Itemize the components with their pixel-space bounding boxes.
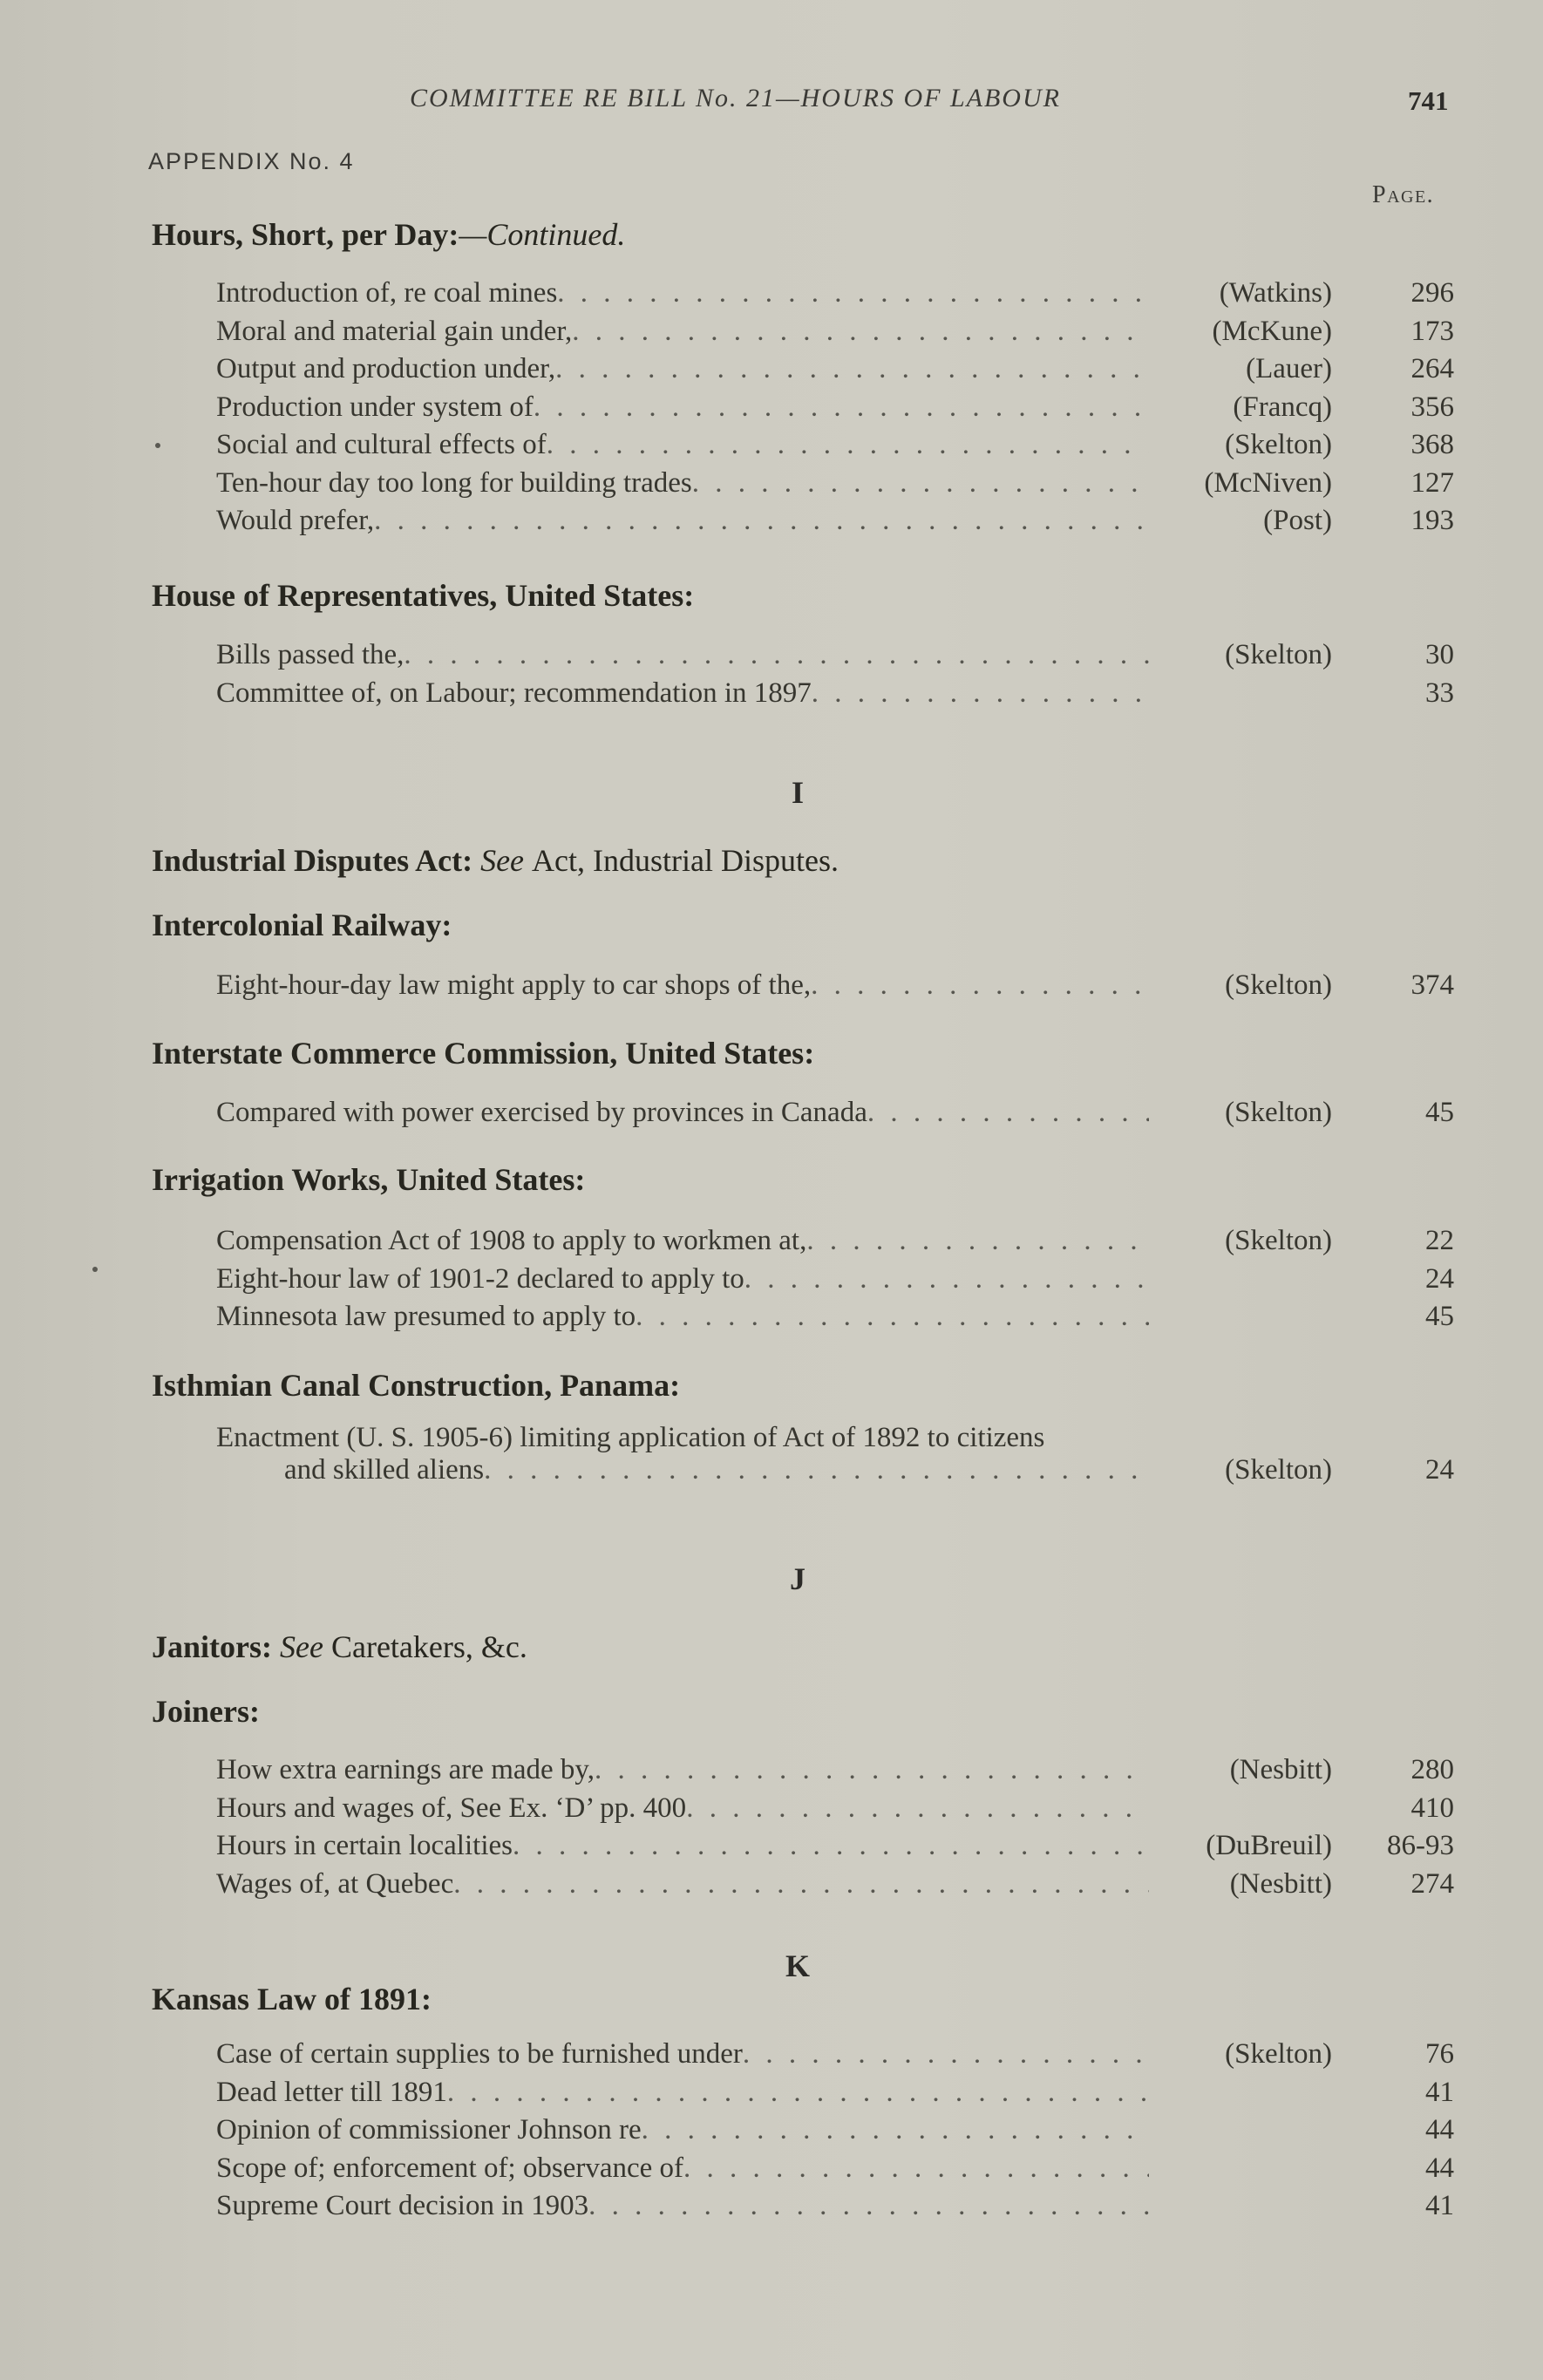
running-head: COMMITTEE RE BILL No. 21—HOURS OF LABOUR [410,84,1061,112]
entry-text: Hours in certain localities [216,1830,513,1861]
entry-witness: (Skelton) [1225,2038,1332,2070]
entry-page: 44 [1425,2114,1454,2145]
entry-text: Hours and wages of, See Ex. ‘D’ pp. 400 [216,1792,687,1824]
entry-witness: (Skelton) [1225,1454,1332,1486]
entry-text: Bills passed the, [216,639,404,670]
entry-text: Ten-hour day too long for building trades [216,466,692,499]
index-entry [216,1263,1454,1295]
entry-text-continued: and skilled aliens [284,1454,485,1486]
index-entry [216,429,1454,461]
entry-line [216,2077,1454,2109]
entry-line [216,277,1454,309]
entry-page: 296 [1410,277,1454,309]
entry-page: 24 [1425,1262,1454,1295]
entry-witness: (McNiven) [1204,466,1332,499]
index-entry [216,969,1454,1002]
entry-line [216,639,1454,671]
entry-page: 264 [1410,353,1454,384]
index-entry [216,1830,1454,1862]
entry-text: Compensation Act of 1908 to apply to workmen at, [216,1225,807,1256]
index-entry [216,1868,1454,1901]
entry-witness: (Watkins) [1219,277,1332,309]
heading-title: Joiners: [152,1694,260,1729]
index-entry [216,277,1454,309]
entry-page: 41 [1425,2190,1454,2221]
entry-page: 76 [1425,2038,1454,2070]
entry-line [216,1263,1454,1295]
dot-leader [484,1454,1149,1486]
index-entry [216,1301,1454,1333]
entry-witness: (Lauer) [1246,353,1332,384]
entry-page: 33 [1425,677,1454,709]
entry-text: Moral and material gain under, [216,315,573,347]
entry-line [216,316,1454,348]
index-entry [216,2152,1454,2185]
index-heading [152,1629,527,1665]
entry-witness: (Skelton) [1225,1225,1332,1256]
entry-text: Scope of; enforcement of; observance of [216,2152,684,2184]
print-speck [92,1267,98,1272]
entry-witness: (Nesbitt) [1229,1867,1332,1900]
index-heading [152,842,839,879]
entry-page: 22 [1425,1225,1454,1256]
entry-line [216,1754,1454,1786]
index-entry [216,391,1454,424]
index-entry [216,1754,1454,1786]
entry-text: Case of certain supplies to be furnished under [216,2038,743,2070]
entry-witness: (McKune) [1212,315,1332,347]
entry-text: Dead letter till 1891 [216,2076,447,2108]
appendix-label: APPENDIX No. 4 [148,148,355,174]
index-entry [216,1422,1454,1486]
dot-leader [595,1754,1149,1786]
dot-leader [642,2114,1149,2146]
dot-leader [374,505,1149,537]
entry-text: Wages of, at Quebec [216,1867,454,1900]
dot-leader [557,277,1149,309]
dot-leader [812,677,1149,710]
entry-page: 30 [1425,639,1454,670]
dot-leader [743,2038,1149,2071]
index-heading [152,577,694,614]
section-letter: I [791,775,804,810]
entry-page: 356 [1410,391,1454,423]
entry-text: Social and cultural effects of [216,429,547,460]
dot-leader [453,1868,1149,1901]
entry-line [216,429,1454,461]
entry-page: 41 [1425,2076,1454,2108]
entry-witness: (Skelton) [1225,969,1332,1001]
entry-line [216,2114,1454,2146]
entry-page: 173 [1410,315,1454,347]
entry-line [216,2152,1454,2185]
index-entry [216,467,1454,500]
entry-page: 86-93 [1387,1830,1454,1861]
entry-text: Supreme Court decision in 1903 [216,2190,589,2221]
dot-leader [636,1301,1149,1333]
heading-title: Janitors: [152,1629,272,1664]
entry-page: 44 [1425,2152,1454,2184]
dot-leader [811,969,1149,1002]
entry-text: Output and production under, [216,353,556,384]
entry-page: 274 [1410,1867,1454,1900]
entry-line [216,353,1454,385]
entry-line [216,2038,1454,2071]
dot-leader [806,1225,1149,1257]
index-entry [216,2114,1454,2146]
page-number: 741 [1408,85,1449,116]
entry-text: Compared with power exercised by provinces in Canada [216,1097,867,1128]
heading-title: Irrigation Works, United States: [152,1162,586,1197]
index-heading [152,1035,814,1071]
entry-text: Production under system of [216,391,534,423]
index-entry [216,505,1454,537]
entry-witness: (Skelton) [1225,1097,1332,1128]
index-entry [216,2190,1454,2222]
see-reference-word: See [480,843,525,878]
heading-title: House of Representatives, United States: [152,578,695,613]
entry-page: 368 [1410,429,1454,460]
index-entry [216,353,1454,385]
entry-text: Committee of, on Labour; recommendation in 1897 [216,677,812,709]
entry-text: Opinion of commissioner Johnson re [216,2114,642,2145]
dot-leader [692,467,1149,500]
index-heading [152,216,625,253]
dot-leader [513,1830,1149,1862]
entry-text: How extra earnings are made by, [216,1754,595,1785]
entry-text: Introduction of, re coal mines [216,277,558,309]
dot-leader [447,2077,1149,2109]
entry-line [216,1422,1454,1454]
index-heading [152,1981,432,2017]
index-heading [152,907,452,943]
section-letter: J [790,1561,805,1596]
entry-text: Eight-hour-day law might apply to car shops of the, [216,969,812,1001]
dot-leader [404,639,1149,671]
entry-page: 193 [1410,505,1454,536]
section-letter: K [785,1948,810,1983]
entry-text: Enactment (U. S. 1905-6) limiting application of Act of 1892 to citizens [216,1422,1045,1453]
see-reference-word: See [280,1629,323,1664]
entry-line [216,1454,1454,1486]
entry-page: 45 [1425,1301,1454,1332]
entry-line [216,677,1454,710]
see-reference-target: Act, Industrial Disputes. [532,843,839,878]
dot-leader [588,2190,1149,2222]
dot-leader [867,1097,1149,1129]
entry-line [216,391,1454,424]
see-reference-target: Caretakers, &c. [330,1629,527,1664]
entry-page: 280 [1410,1754,1454,1785]
heading-continued: —Continued. [459,217,626,252]
entry-text: Minnesota law presumed to apply to [216,1301,636,1332]
dot-leader [686,1792,1149,1825]
index-entry [216,639,1454,671]
page-column-label: Page. [1372,181,1435,208]
entry-witness: (DuBreuil) [1206,1830,1332,1861]
dot-leader [744,1263,1149,1295]
index-heading [152,1367,680,1404]
entry-witness: (Skelton) [1225,429,1332,460]
entry-witness: (Nesbitt) [1229,1754,1332,1785]
entry-line [216,969,1454,1002]
dot-leader [683,2152,1149,2185]
index-entry [216,1097,1454,1129]
heading-title: Kansas Law of 1891: [152,1982,432,2016]
entry-witness: (Post) [1263,505,1332,536]
index-entry [216,2038,1454,2071]
entry-page: 127 [1410,466,1454,499]
index-entry [216,1792,1454,1825]
index-entry [216,2077,1454,2109]
entry-line [216,1225,1454,1257]
entry-page: 374 [1410,969,1454,1001]
index-entry [216,1225,1454,1257]
heading-title: Isthmian Canal Construction, Panama: [152,1368,681,1403]
entry-page: 45 [1425,1097,1454,1128]
index-heading [152,1693,260,1730]
print-speck [155,443,160,448]
index-heading [152,1161,585,1198]
index-entry [216,677,1454,710]
entry-line [216,1792,1454,1825]
entry-line [216,1097,1454,1129]
dot-leader [572,316,1149,348]
entry-line [216,467,1454,500]
heading-title: Industrial Disputes Act: [152,843,473,878]
entry-text: Eight-hour law of 1901-2 declared to apply to [216,1262,744,1295]
index-entry [216,316,1454,348]
entry-line [216,1301,1454,1333]
entry-witness: (Skelton) [1225,639,1332,670]
dot-leader [534,391,1149,424]
entry-line [216,1868,1454,1901]
entry-witness: (Francq) [1233,391,1332,423]
dot-leader [547,429,1149,461]
entry-line [216,505,1454,537]
heading-title: Intercolonial Railway: [152,908,452,942]
entry-page: 24 [1425,1454,1454,1486]
heading-title: Interstate Commerce Commission, United States: [152,1036,815,1071]
entry-text: Would prefer, [216,505,375,536]
heading-title: Hours, Short, per Day: [152,217,459,252]
entry-line [216,2190,1454,2222]
dot-leader [555,353,1149,385]
entry-page: 410 [1410,1792,1454,1824]
entry-line [216,1830,1454,1862]
